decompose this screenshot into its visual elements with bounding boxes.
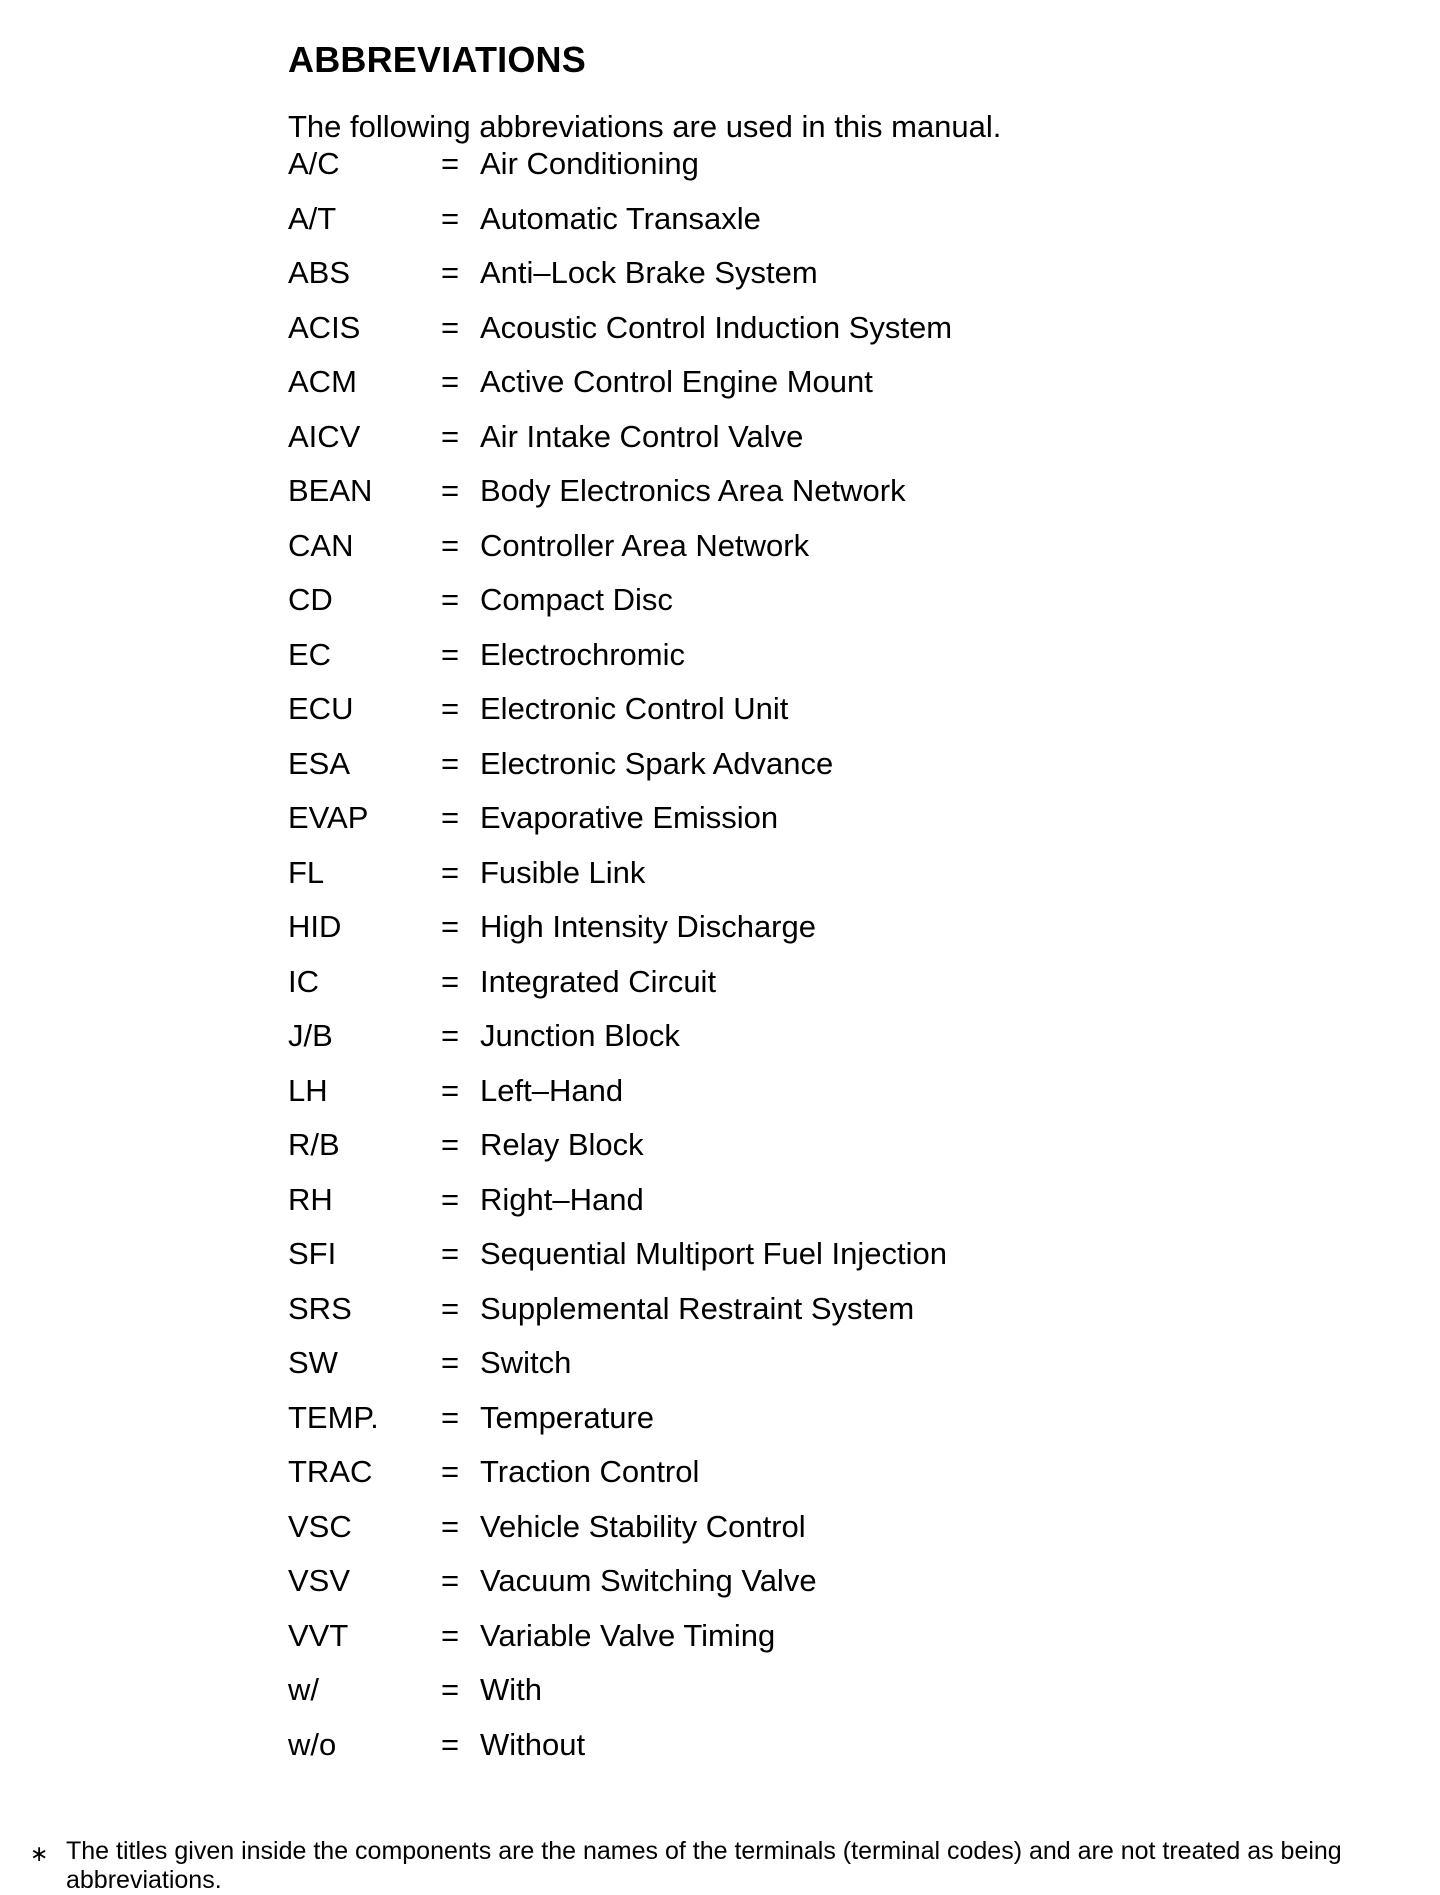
abbreviation-meaning: Automatic Transaxle [480,200,761,236]
abbreviation-row [288,1125,952,1180]
abbreviation-row [288,1016,952,1071]
abbreviation-meaning: Active Control Engine Mount [480,364,873,399]
abbreviation-row [288,1616,952,1671]
abbreviation-meaning: Electronic Spark Advance [480,745,834,781]
equals-sign: = [440,418,460,454]
abbreviation-row [288,471,952,526]
abbreviation-meaning: Temperature [480,1399,655,1435]
abbreviation-meaning: Evaporative Emission [480,800,779,835]
footnote-asterisk-icon: ∗ [30,1841,49,1866]
abbreviation-meaning: Fusible Link [480,854,646,890]
abbreviation-meaning: Electronic Control Unit [480,691,789,726]
abbreviation-meaning: Sequential Multiport Fuel Injection [480,1236,947,1271]
abbreviation-row [288,144,952,199]
abbreviation-term: ECU [288,691,354,726]
equals-sign: = [440,1508,460,1544]
abbreviation-meaning: Acoustic Control Induction System [480,309,953,345]
abbreviation-term: CAN [288,527,354,563]
equals-sign: = [440,1726,460,1762]
abbreviation-meaning: High Intensity Discharge [480,909,816,944]
equals-sign: = [440,364,460,399]
abbreviation-meaning: Left–Hand [480,1072,624,1108]
abbreviation-term: VSV [288,1563,351,1598]
abbreviation-term: ABS [288,255,351,290]
equals-sign: = [440,473,460,508]
abbreviation-meaning: Electrochromic [480,636,685,672]
equals-sign: = [440,309,460,345]
abbreviation-term: A/C [288,146,340,181]
abbreviation-row [288,308,952,363]
equals-sign: = [440,255,460,290]
abbreviation-row [288,1670,952,1725]
equals-sign: = [440,800,460,835]
equals-sign: = [440,1672,460,1707]
abbreviation-row [288,853,952,908]
equals-sign: = [440,200,460,236]
abbreviation-row [288,1343,952,1398]
abbreviation-meaning: Supplemental Restraint System [480,1290,915,1326]
equals-sign: = [440,1018,460,1053]
abbreviation-term: ACIS [288,309,361,345]
abbreviation-row [288,253,952,308]
abbreviation-row [288,689,952,744]
abbreviation-term: SFI [288,1236,337,1271]
abbreviation-meaning: Without [480,1726,586,1762]
equals-sign: = [440,1617,460,1653]
abbreviation-row [288,199,952,254]
abbreviation-row [288,744,952,799]
abbreviation-meaning: Body Electronics Area Network [480,473,906,508]
abbreviation-meaning: Vacuum Switching Valve [480,1563,817,1598]
abbreviation-meaning: Air Intake Control Valve [480,418,804,454]
abbreviation-meaning: Air Conditioning [480,146,699,181]
abbreviation-row [288,907,952,962]
abbreviation-term: A/T [288,200,337,236]
abbreviation-meaning: Integrated Circuit [480,963,717,999]
equals-sign: = [440,146,460,181]
abbreviation-meaning: With [480,1672,542,1707]
abbreviation-term: TEMP. [288,1399,379,1435]
abbreviation-term: SW [288,1345,338,1380]
abbreviation-term: ESA [288,745,351,781]
abbreviation-term: EVAP [288,800,369,835]
page-title: ABBREVIATIONS [288,39,586,81]
abbreviation-list [288,144,952,1779]
abbreviation-term: J/B [288,1018,333,1053]
equals-sign: = [440,909,460,944]
equals-sign: = [440,1290,460,1326]
equals-sign: = [440,1399,460,1435]
abbreviation-meaning: Compact Disc [480,582,673,617]
footnote-text: The titles given inside the components are the names of the terminals (terminal codes) and are not treated as being abbreviations. [66,1837,1342,1894]
equals-sign: = [440,1072,460,1108]
abbreviation-term: w/o [288,1726,337,1762]
abbreviation-row [288,962,952,1017]
footnote [30,1837,1420,1895]
abbreviation-meaning: Relay Block [480,1127,644,1162]
abbreviation-term: w/ [288,1672,319,1707]
abbreviation-term: SRS [288,1290,352,1326]
equals-sign: = [440,1127,460,1162]
abbreviation-row [288,362,952,417]
abbreviation-term: TRAC [288,1454,373,1489]
equals-sign: = [440,582,460,617]
abbreviation-meaning: Controller Area Network [480,527,810,563]
abbreviation-term: VSC [288,1508,352,1544]
abbreviation-row [288,798,952,853]
abbreviation-term: RH [288,1181,333,1217]
abbreviation-row [288,1398,952,1453]
abbreviation-row [288,1452,952,1507]
abbreviation-term: AICV [288,418,361,454]
abbreviation-row [288,417,952,472]
abbreviation-row [288,1234,952,1289]
abbreviation-row [288,1561,952,1616]
equals-sign: = [440,1181,460,1217]
abbreviation-term: ACM [288,364,357,399]
abbreviation-row [288,580,952,635]
equals-sign: = [440,745,460,781]
abbreviation-meaning: Junction Block [480,1018,680,1053]
equals-sign: = [440,1454,460,1489]
abbreviation-meaning: Right–Hand [480,1181,644,1217]
abbreviation-term: CD [288,582,333,617]
equals-sign: = [440,636,460,672]
abbreviation-row [288,1507,952,1562]
abbreviation-meaning: Variable Valve Timing [480,1617,776,1653]
abbreviation-meaning: Switch [480,1345,572,1380]
equals-sign: = [440,854,460,890]
equals-sign: = [440,527,460,563]
abbreviation-meaning: Vehicle Stability Control [480,1508,806,1544]
equals-sign: = [440,963,460,999]
abbreviation-row [288,635,952,690]
equals-sign: = [440,691,460,726]
abbreviation-term: BEAN [288,473,373,508]
intro-text: The following abbreviations are used in this manual. [288,109,1002,144]
abbreviation-row [288,1289,952,1344]
abbreviation-row [288,1180,952,1235]
abbreviation-term: HID [288,909,342,944]
equals-sign: = [440,1236,460,1271]
abbreviation-term: VVT [288,1617,349,1653]
abbreviation-row [288,1725,952,1780]
abbreviation-row [288,526,952,581]
abbreviation-term: FL [288,854,325,890]
abbreviation-term: LH [288,1072,328,1108]
equals-sign: = [440,1563,460,1598]
equals-sign: = [440,1345,460,1380]
abbreviation-term: IC [288,963,319,999]
abbreviation-term: R/B [288,1127,340,1162]
abbreviation-row [288,1071,952,1126]
abbreviation-meaning: Traction Control [480,1454,700,1489]
abbreviation-meaning: Anti–Lock Brake System [480,255,818,290]
abbreviation-term: EC [288,636,332,672]
